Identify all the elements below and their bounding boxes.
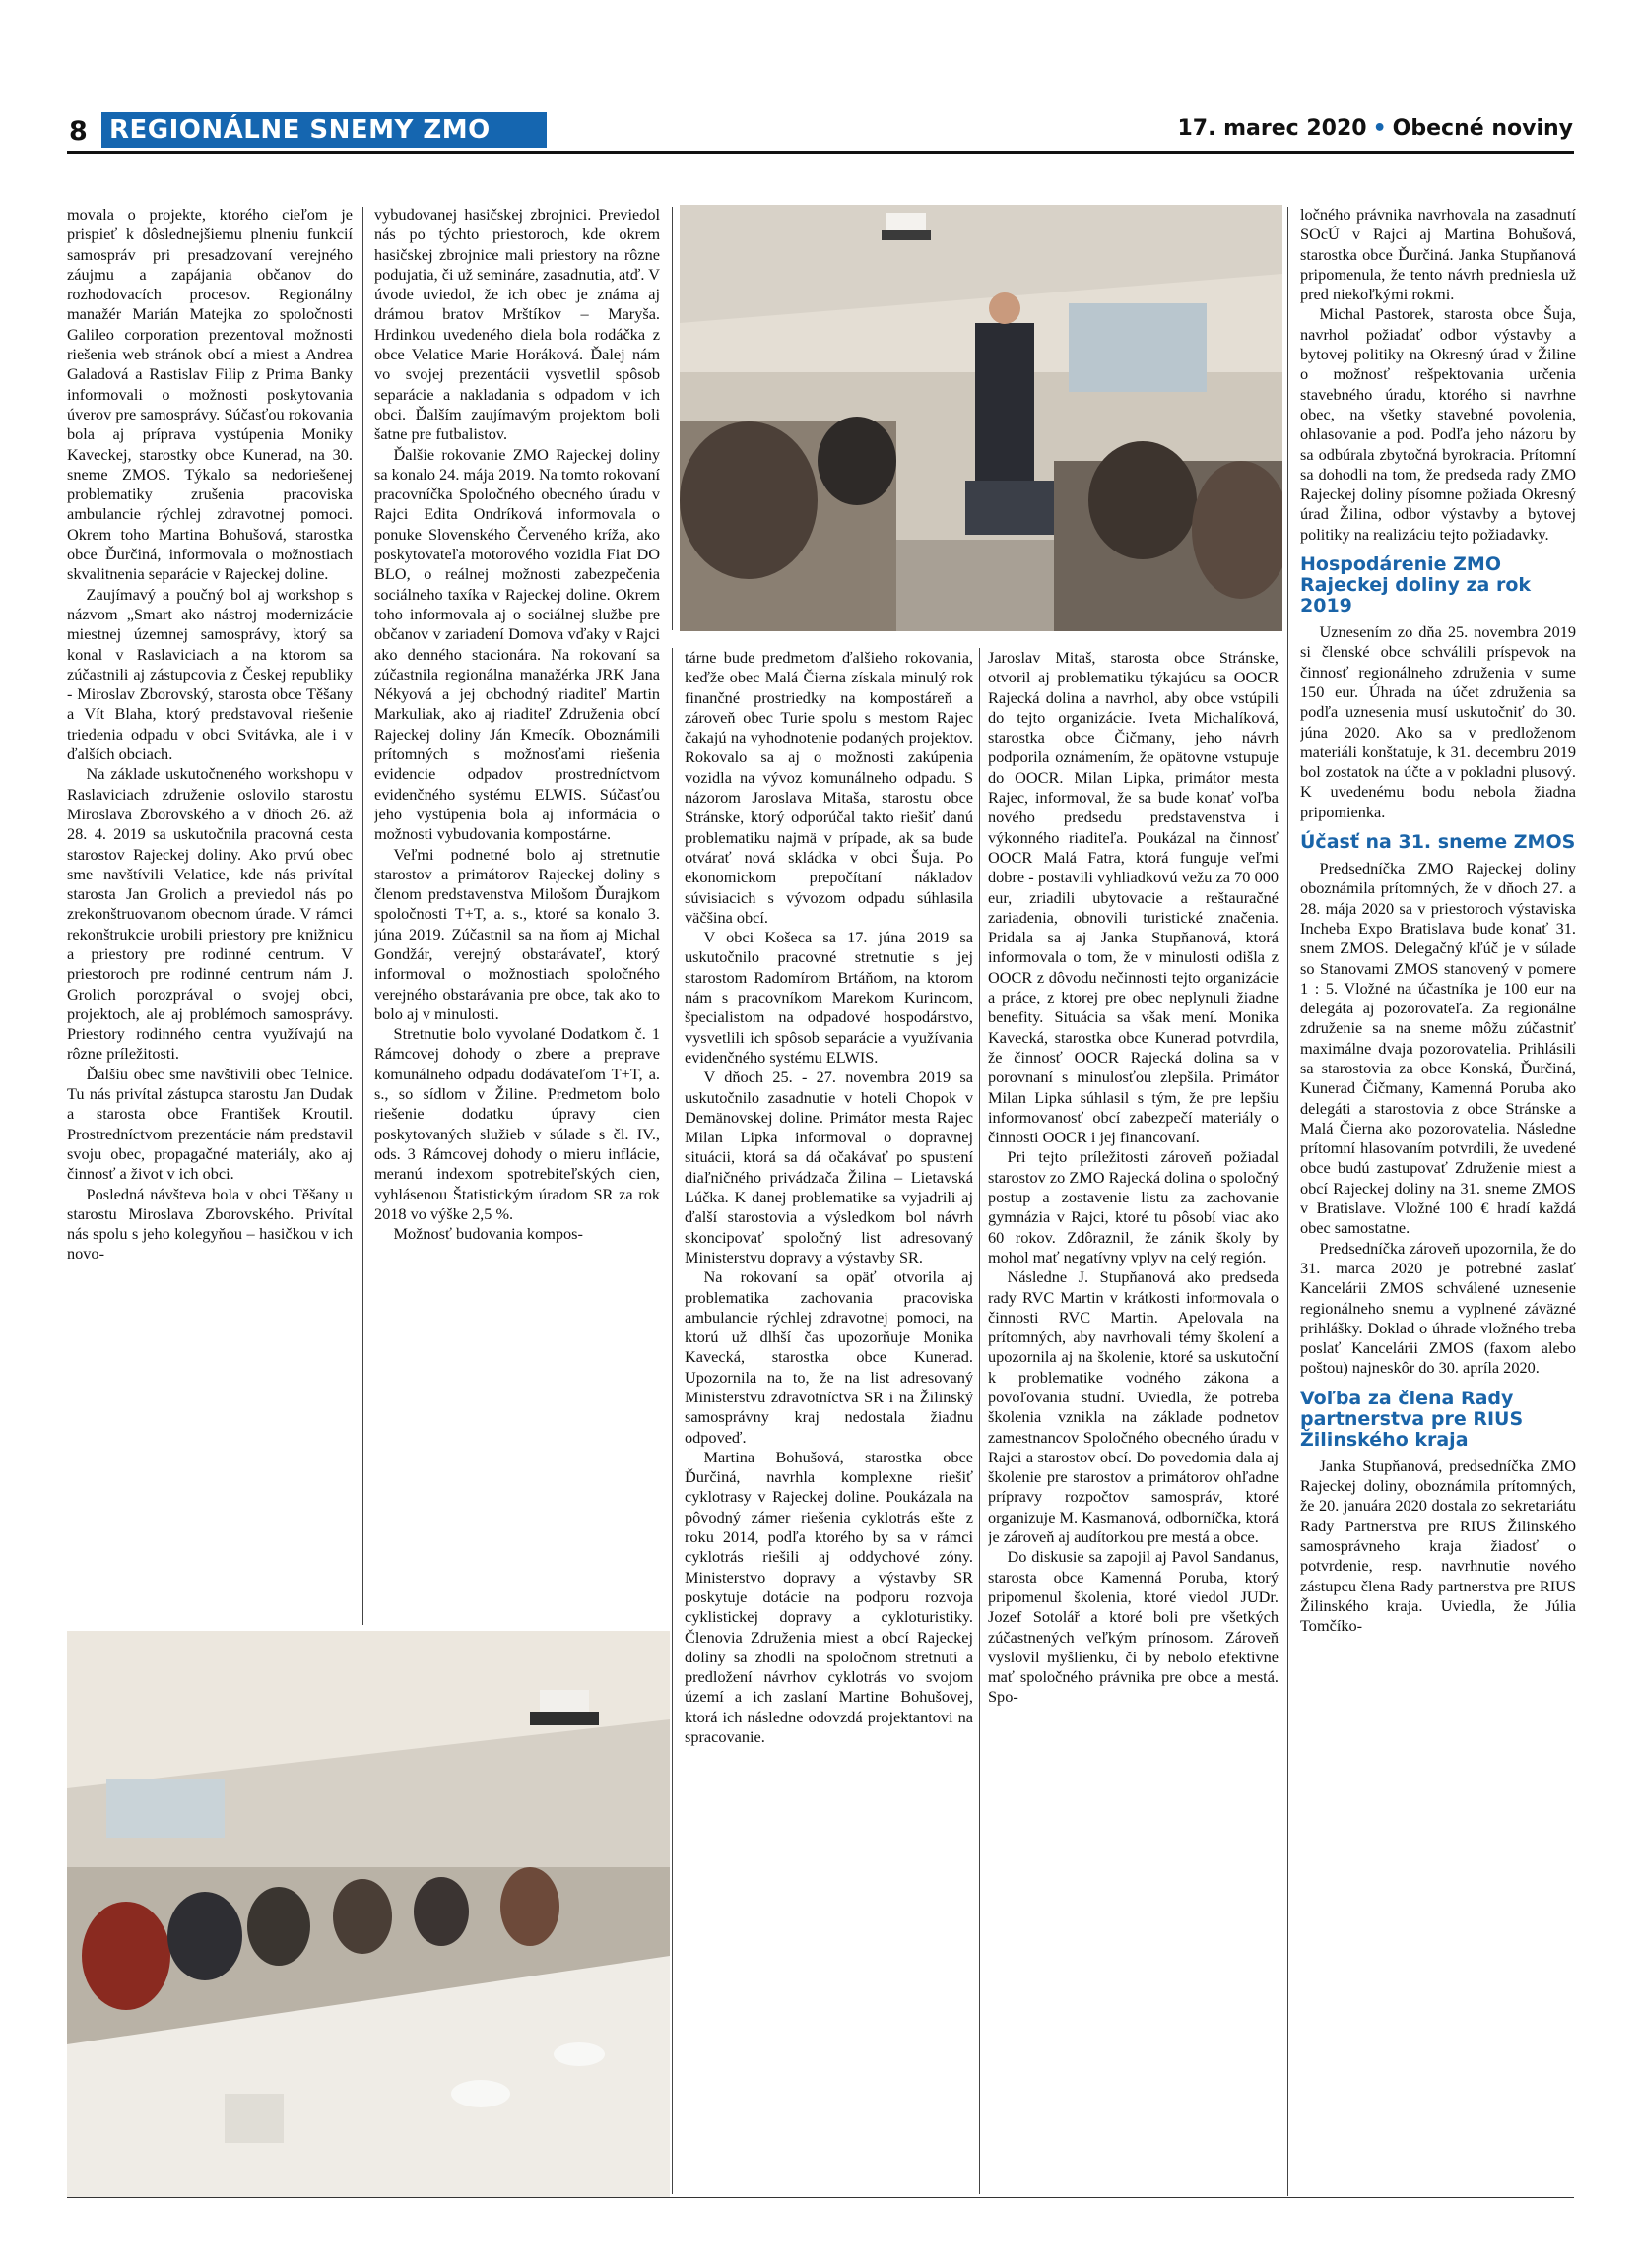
column-rule [672, 648, 673, 2194]
publication-name: Obecné noviny [1392, 116, 1573, 141]
paragraph: Uznesením zo dňa 25. novembra 2019 si členské obce schválili príspevok na činnosť regionálneho združenia v sume 150 eur. Úhrada na účet združenia sa podľa uznesenia musí uskutočniť do 30. júna 2020. Ako sa v predloženom materiáli konštatuje, k 31. decembru 2019 bol zostatok na účte a v pokladni plusový. K uvedenému bodu nebola žiadna pripomienka. [1300, 622, 1576, 821]
paragraph: Pri tejto príležitosti zároveň požiadal starostov zo ZMO Rajecká dolina o spoločný postup a zostavenie listu za zachovanie gymnázia v Rajci, ktoré tu pôsobí viac ako 60 rokov. Zdôraznil, že zánik školy by mohol mať negatívny vplyv na celý región. [988, 1147, 1279, 1266]
column-3 [685, 648, 973, 2194]
separator-dot: • [1372, 116, 1387, 141]
paragraph: Posledná návšteva bola v obci Těšany u starostu Miroslava Zborovského. Privítal nás spolu s jeho kolegyňou – hasičkou v ich novo- [67, 1184, 353, 1264]
paragraph: Veľmi podnetné bolo aj stretnutie starostov a primátorov Rajeckej doliny s členom predstavenstva Milošom Ďurajkom spoločnosti T+T, a. s., ktoré sa konalo 3. júna 2019. Zúčastnil sa na ňom aj Michal Gondžár, verejný obstarávateľ, ktorý informoval o možnostiach spoločného verejného obstarávania pre obce, tak ako to bolo aj v minulosti. [374, 844, 660, 1023]
subheading: Hospodárenie ZMO Rajeckej doliny za rok 2019 [1300, 553, 1532, 617]
paragraph: Predsedníčka zároveň upozornila, že do 31. marca 2020 je potrebné zaslať Kancelárii ZMOS schválené uznesenie regionálneho snemu a vyplnené záväzné prihlášky. Doklad o úhrade vložného treba poslať Kancelárii ZMOS (faxom alebo poštou) najneskôr do 30. apríla 2020. [1300, 1238, 1576, 1378]
issue-date: 17. marec 2020 [1177, 116, 1367, 141]
paragraph: Michal Pastorek, starosta obce Šuja, navrhol požiadať odbor výstavby a bytovej politiky na Okresný úrad v Žiline o možnosť rešpektovania určenia stavebného úradu, ktorého si navrhne obec, na všetky stavebné povolenia, ohlasovanie a pod. Podľa jeho názoru by sa odbúrala zbytočná byrokracia. Prítomní sa dohodli na tom, že predseda rady ZMO Rajeckej doliny písomne požiada Okresný úrad Žilina, odbor výstavby a bytovej politiky na realizáciu tejto požiadavky. [1300, 304, 1576, 544]
paragraph: Na základe uskutočneného workshopu v Raslaviciach združenie oslovilo starostu Miroslava Zborovského a v dňoch 26. až 28. 4. 2019 sa uskutočnila pracovná cesta starostov Rajeckej doliny. Ako prvú obec sme navštívili Velatice, kde nás privítal starosta Jan Grolich a previedol nás po zrekonštruovanom obecnom úrade. V rámci rekonštrukcie urobili priestory pre knižnicu a priestory pre rodinné centrum. V priestoroch pre rodinné centrum nám J. Grolich porozprával o svojej obci, projektoch, ale aj problémoch samosprávy. Priestory rodinného centra využívajú na rôzne príležitosti. [67, 764, 353, 1064]
paragraph: ločného právnika navrhovala na zasadnutí SOcÚ v Rajci aj Martina Bohušová, starostka obce Ďurčiná. Janka Stupňanová pripomenula, že tento návrh predniesla už pred niekoľkými rokmi. [1300, 205, 1576, 304]
paragraph: Martina Bohušová, starostka obce Ďurčiná, navrhla komplexne riešiť cyklotrasy v Rajeckej doline. Poukázala na pôvodný zámer riešenia cyklotrás ešte z roku 2014, podľa ktorého by sa v rámci cyklotrás riešili aj oddychové zóny. Ministerstvo dopravy a výstavby SR poskytuje dotácie na podporu rozvoja cyklistickej dopravy a cykloturistiky. Členovia Združenia miest a obcí Rajeckej doliny sa zhodli na spoločnom stretnutí a predložení návrhov cyklotrás vo svojom území a ich zaslaní Martine Bohušovej, ktorá ich následne odovzdá projektantovi na spracovanie. [685, 1447, 973, 1747]
issue-info [1178, 116, 1574, 141]
column-rule [979, 648, 980, 2194]
paragraph: V obci Košeca sa 17. júna 2019 sa uskutočnilo pracovné stretnutie s jej starostom Radomírom Brtáňom, na ktorom nám s pracovníkom Marekom Kurincom, špecialistom na odpadové hospodárstvo, vysvetlili ich spôsob separácie a využívania evidenčného systému ELWIS. [685, 928, 973, 1067]
paragraph: Ďalšie rokovanie ZMO Rajeckej doliny sa konalo 24. mája 2019. Na tomto rokovaní pracovníčka Spoločného obecného úradu v Rajci Edita Ondríková informovala o ponuke Slovenského Červeného kríža, ako poskytovateľa motorového vozidla Fiat DO BLO, o reálnej možnosti zabezpečenia sociálneho taxíka v Rajeckej doline. Okrem toho informovala aj o sociálnej službe pre občanov v zariadení Domova vďaky v Rajci ako denného stacionára. Na rokovaní sa zúčastnila regionálna manažérka JRK Jana Nékyová a jej obchodný riaditeľ Martin Markuliak, ako aj riaditeľ Združenia obcí Rajeckej doliny Ján Kmecík. Oboznámili prítomných s možnosťami riešenia evidencie odpadov prostredníctvom evidenčného systému ELWIS. Súčasťou jeho vystúpenia bola aj informácia o možnosti vybudovania kompostárne. [374, 444, 660, 844]
paragraph: V dňoch 25. - 27. novembra 2019 sa uskutočnilo zasadnutie v hoteli Chopok v Demänovskej doline. Primátor mesta Rajec Milan Lipka informoval o dopravnej situácii, ktorá sa dá očakávať po spustení diaľničného privádzača Žilina – Lietavská Lúčka. K danej problematike sa vyjadrili aj ďalší starostovia a výsledkom bol návrh skoncipovať spoločný list adresovaný Ministerstvu dopravy a výstavby SR. [685, 1068, 973, 1266]
paragraph: Predsedníčka ZMO Rajeckej doliny oboznámila prítomných, že v dňoch 27. a 28. mája 2020 sa v priestoroch výstaviska Incheba Expo Bratislava bude konať 31. snem ZMOS. Delegačný kľúč je v súlade so Stanovami ZMOS stanovený v pomere 1 : 5. Vložné na účastníka je 100 eur na delegáta aj pozorovateľa. Za regionálne združenie sa na sneme môžu zúčastniť maximálne dvaja pozorovatelia. Prihlásili sa starostovia za obce Konská, Ďurčiná, Kunerad Čičmany, Kamenná Poruba ako delegáti a starostovia z obce Stránske a Malá Čierna ako pozorovatelia. Následne prítomní hlasovaním potvrdili, že uvedené obce budú zastupovať Združenie miest a obcí Rajeckej doliny na 31. sneme ZMOS v Bratislave. Vložné 100 € hradí každá obec samostatne. [1300, 859, 1576, 1238]
meeting-photo-top [680, 205, 1282, 631]
footer-rule [67, 2197, 1574, 2198]
paragraph: Na rokovaní sa opäť otvorila aj problematika zachovania pracoviska ambulancie rýchlej zdravotnej pomoci, na ktorú už dlhší čas upozorňuje Monika Kavecká, starostka obce Kunerad. Upozornila na to, že na list adresovaný Ministerstvu zdravotníctva SR i na Žilinský samosprávny kraj nedostala žiadnu odpoveď. [685, 1267, 973, 1447]
meeting-photo-bottom [67, 1631, 670, 2197]
paragraph: Možnosť budovania kompos- [393, 1224, 583, 1244]
section-title: REGIONÁLNE SNEMY ZMO [101, 112, 547, 148]
subheading: Účasť na 31. sneme ZMOS [1300, 831, 1576, 854]
paragraph: Ďalšiu obec sme navštívili obec Telnice. Tu nás privítal zástupca starostu Jan Dudak a starosta obce František Kroutil. Prostredníctvom prezentácie nám predstavil svoju obec, propagačné materiály, ako aj činnosť a život v ich obci. [67, 1064, 353, 1184]
column-5 [1300, 205, 1576, 2194]
column-4 [988, 648, 1279, 2194]
column-1 [67, 205, 353, 1623]
column-2 [374, 205, 660, 1623]
column-rule [672, 207, 673, 630]
paragraph: vybudovanej hasičskej zbrojnici. Previedol nás po týchto priestoroch, kde okrem hasičskej zbrojnice mali priestory na rôzne podujatia, či už semináre, zasadnutia, atď. V úvode uviedol, že ich obec je známa aj drámou bratov Mrštíkov – Maryša. Hrdinkou uvedeného diela bola rodáčka z obce Velatice Marie Horáková. Ďalej nám vo svojej prezentácii vysvetlil spôsob separácie a nakladania s odpadom v ich obci. Ďalším zaujímavým projektom boli šatne pre futbalistov. [374, 205, 660, 444]
paragraph: tárne bude predmetom ďalšieho rokovania, keďže obec Malá Čierna získala minulý rok finančné prostriedky na kompostáreň a zároveň obec Turie spolu s mestom Rajec čakajú na vyhodnotenie podaných projektov. Rokovalo sa aj o možnosti zakúpenia vozidla na vývoz komunálneho odpadu. S názorom Jaroslava Mitaša, starostu obce Stránske, ktorý odporúčal takto riešiť danú problematiku najmä v prípade, ak sa bude otvárať nová skládka v obci Šuja. Po ekonomickom prepočítaní nákladov súvisiacich s vývozom odpadu súhlasila väčšina obcí. [685, 648, 973, 927]
header-rule [67, 151, 1574, 154]
paragraph: movala o projekte, ktorého cieľom je prispieť k dôslednejšiemu plneniu funkcií samospráv pri presadzovaní verejného záujmu a zapájania občanov do rozhodovacích procesov. Regionálny manažér Marián Matejka zo spoločnosti Galileo corporation prezentoval možnosti riešenia web stránok obcí a miest a Andrea Galadová a Rastislav Filip z Prima Banky informovali o možnosti poskytovania úverov pre samosprávy. Súčasťou rokovania bola aj príprava vystúpenia Moniky Kaveckej, starostky obce Kunerad, na 30. sneme ZMOS. Týkalo sa nedoriešenej problematiky zrušenia pracoviska ambulancie rýchlej zdravotnej pomoci. Okrem toho Martina Bohušová, starostka obce Ďurčiná, informovala o možnostiach skvalitnenia separácie v Rajeckej doline. [67, 205, 353, 584]
paragraph: Stretnutie bolo vyvolané Dodatkom č. 1 Rámcovej dohody o zbere a preprave komunálneho odpadu dodávateľom T+T, a. s., so sídlom v Žiline. Predmetom bolo riešenie dodatku úpravy cien poskytovaných služieb v súlade s čl. IV., ods. 3 Rámcovej dohody o mieru inflácie, meranú indexom spotrebiteľských cien, vyhlásenou Štatistickým úradom SR za rok 2018 vo výške 2,5 %. [374, 1024, 660, 1223]
column-rule [362, 207, 363, 1625]
paragraph: Jaroslav Mitaš, starosta obce Stránske, otvoril aj problematiku týkajúcu sa OOCR Rajecká dolina a navrhol, aby obce vstúpili do tejto organizácie. Iveta Michalíková, starostka obce Čičmany, jeho návrh podporila oznámením, že opätovne vstupuje do OOCR. Milan Lipka, primátor mesta Rajec, informoval, že sa bude konať voľba nového predsedu predstavenstva i výkonného riaditeľa. Poukázal na činnosť OOCR Malá Fatra, ktorá funguje veľmi dobre - postavili vyhliadkovú vežu za 70 000 eur, zriadili ubytovacie a reštauračné zariadenia, obnovili turistické značenia. Pridala sa aj Janka Stupňanová, ktorá informovala o tom, že v minulosti odišla z OOCR z dôvodu nečinnosti tejto organizácie a práce, z ktorej pre obec neplynuli žiadne benefity. Situácia sa však mení. Monika Kavecká, starostka obce Kunerad potvrdila, že činnosť OOCR Rajecká dolina sa v porovnaní s minulosťou zlepšila. Primátor Milan Lipka súhlasil s tým, že pre lepšiu informovanosť obcí zabezpečí materiály o činnosti OOCR i jej financovaní. [988, 648, 1279, 1147]
column-rule [1287, 207, 1288, 2196]
subheading: Voľba za člena Rady partnerstva pre RIUS Žilinského kraja [1300, 1387, 1524, 1451]
page-number: 8 [69, 116, 88, 147]
paragraph: Do diskusie sa zapojil aj Pavol Sandanus, starosta obce Kamenná Poruba, ktorý pripomenul školenia, ktoré viedol JUDr. Jozef Sotolář a ktoré boli pre všetkých zúčastnených veľkým prínosom. Zároveň vyslovil myšlienku, či by nebolo efektívne mať spoločného právnika pre obce a mestá. Spo- [988, 1547, 1279, 1707]
paragraph: Následne J. Stupňanová ako predseda rady RVC Martin v krátkosti informovala o činnosti RVC Martin. Apelovala na prítomných, aby navrhovali témy školení a upozornila aj na školenie, ktoré sa uskutoční k problematike vodného zákona a povoľovania studní. Uviedla, že potreba školenia vznikla na základe podnetov zamestnancov Spoločného obecného úradu v Rajci a starostov obcí. Do povedomia dala aj školenie pre starostov a primátorov ohľadne prípravy rozpočtov samospráv, ktoré organizuje M. Kasmanová, odborníčka, ktorá je zároveň aj audítorkou pre mestá a obce. [988, 1267, 1279, 1547]
paragraph: Zaujímavý a poučný bol aj workshop s názvom „Smart ako nástroj modernizácie miestnej územnej samosprávy, ktorý sa konal v Raslaviciach a na ktorom sa zúčastnili aj zástupcovia z Českej republiky - Miroslav Zborovský, starosta obce Těšany a Vít Blaha, ktorý predstavoval riešenie triedenia odpadu v obci Svitávka, ale i v ďalších obciach. [67, 584, 353, 764]
paragraph: Janka Stupňanová, predsedníčka ZMO Rajeckej doliny, oboznámila prítomných, že 20. januára 2020 dostala zo sekretariátu Rady Partnerstva pre RIUS Žilinského samosprávneho kraja žiadosť o potvrdenie, resp. navrhnutie nového zástupcu člena Rady partnerstva pre RIUS Žilinského kraja. Uviedla, že Júlia Tomčíko- [1300, 1456, 1576, 1636]
